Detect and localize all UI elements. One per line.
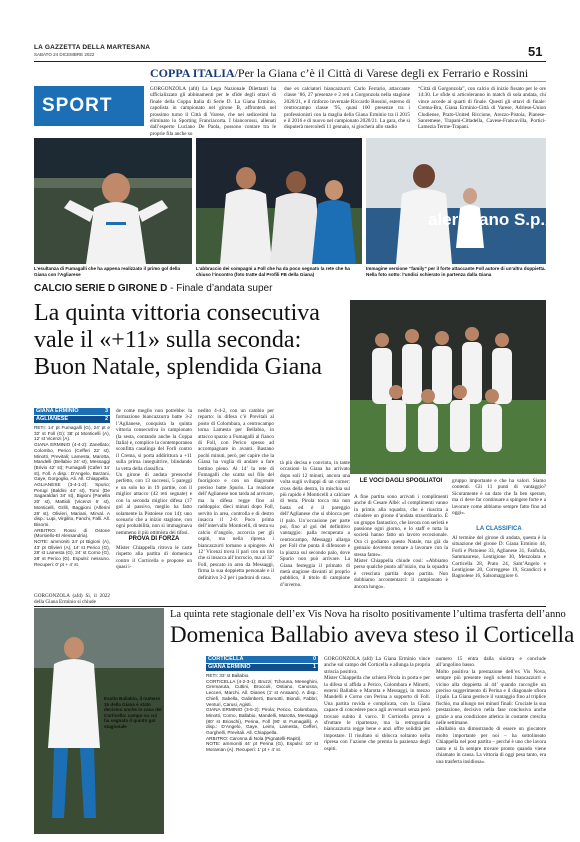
photo-fumagalli <box>34 138 192 264</box>
section-badge: SPORT <box>34 86 144 126</box>
result-row-home <box>34 408 110 415</box>
result-box-corticella <box>206 656 318 833</box>
photo-team-image <box>350 300 546 474</box>
main-col-3: nedito 4-4-2, con un cambio per reparto: in difesa c’è Previtali al posto di Colombara, a centrocampo torna Lamesta per Bellabio, in attacco spazio a Fumagalli al fianco di Foll, con Perico spesso ad accompagnare in avanti. Bastano pochi minuti, però, per capire che la Giana ha voglia di andare a fare bottino pieno. Al 14’ la rete di Fumagalli che scatta sul filo del fuorigioco e con un diagonale preciso batte Spurio. La reazione dell’Aglianese non tarda ad arrivare, ma la difesa regge fino al raddoppio: dieci minuti dopo Foll, servito in area, controlla e di destro insacca il 2-0. Poco prima dell’intervallo Monticelli, di testa su calcio d’angolo, accorcia per gli ospiti, ma nella ripresa i biancazzurri tornano a spingere. Al 12’ Vicenzi trova il pari con un tiro che si insacca all’incrocio, ma al 32’ Foll, pescato in area da Messaggi, firma la sua doppietta personale e il definitivo 3-2 per i padroni di casa. <box>198 408 274 581</box>
main-kicker-bold: CALCIO SERIE D GIRONE D <box>34 283 168 294</box>
sponsor-banner: alernitano S.p.A. <box>428 210 563 229</box>
score2-away: 1 <box>312 664 316 670</box>
match-report-table: RETI: 14’ pt Fumagalli (G), 24’ pt e 32’ st Foll (G); 38’ pt Monticelli (A), 12’ st Vicenzi (A). GIANA ERMINIO (4-4-2): Zanellato; Colombo, Perico (Cefferi 22’ st), Minotti, Previtali; Lamesta, Marotta, Mandelli (Bellabio 24’ st), Messaggi (Brivio 42’ st); Fumagalli (Caferi 34’ st), Foll. A disp.: D’Angelo, Barzani, Gaye, Gorgoglio, Ali. All. Chiappella. AGLIANESE (3-4-1-2): Spurio; Perugi (Baldini 44’ st), Tomi (De Sagaraldari 34’ st), Bigioni (Panella 20’ st), Mattioli (Vicenzi 6’ st), Monticelli, Grilli, Baggioni (Alferini 26’ st), Olivieri, Mariani, Mirval. A disp.: Lupi, Virgilito, Fanchi, Falli. All. Bisorni. ARBITRO: Rossi di Ostone (Morsiello-El Alessandria). NOTE: ammoniti 24’ pt Bigioni (A), 43’ pt Olivieri (A), 14’ st Perico (G), 28’ st Lamesta (G), 24’ st Corno (G), 28’ st Perico (G). Espulsi: nessuno. Recuperi: 0’ pt + 4’ st. <box>34 425 110 567</box>
main-col-6: gruppo importante e che ha valori. Siamo contenti. Gli 11 punti di vantaggio? Sicuramente è un dato che fa ben sperare, ma ci deve far continuare a spingere forte e a lavorare come abbiamo sempre fatto fino ad oggi». <box>452 478 546 517</box>
team-home: GIANA ERMINIO <box>36 408 79 414</box>
photo-celebration-image <box>196 138 362 264</box>
newspaper-name: LA GAZZETTA DELLA MARTESANA <box>34 44 151 51</box>
main-kicker <box>34 283 272 294</box>
bottom-title: Domenica Ballabio aveva steso il Corticella <box>170 622 575 647</box>
coppa-col-2: due ex calciatori biancazzurri: Carlo Ferrario, attaccante classe ’86, 27 presenze e 2 reti a Gorgonzola nella stagione 2020/21, e il rinforzo invernale Riccardo Rossini, esterno di centrocampo classe ’95, quasi 100 presenze tra i professionisti con la maglia della Giana Erminio tra il 2015 e il 2016 e di nuovo nel campionato 2020/21. La gara, che si disputerà mercoledì 11 gennaio, si giocherà allo stadio <box>284 86 410 131</box>
result2-row-away <box>206 664 318 671</box>
classifica-text: Al termine del girone di andata, questa è la situazione del girone D: Giana Erminio 44, Forlì e Pistoiese 33, Aglianese 31, Fanfulla, Sammaurese, Lentigione 30, Mezzolara e Corticella 28, Prato 24, Sant’Angelo e Lentigione 20, Correggese 19, Scandicci e Bagnolese 16, Salsomaggiore 6. <box>452 535 546 580</box>
main-lead: GORGONZOLA (afd) Sì, il 2022 della Giana Erminio si chiude <box>34 593 110 606</box>
caption-celebration: L’abbraccio dei compagni a Foll che ha da poco segnato la rete che ha chiuso l’incontro (foto tratte dal Profili FB della Giana) <box>196 266 350 277</box>
score-away: 2 <box>104 416 108 422</box>
bottom-rule <box>34 606 546 607</box>
photo-ballabio <box>34 608 164 834</box>
main-col-2: de come meglio non potrebbe: la formazione biancazzurra batte 3-2 l’Aglianese, conquista la quinta vittoria consecutiva in campionato (la sesta, contando anche la Coppa Italia) e, complice la contemporanea sconfitta casalinga del Forlì contro il Crema, si porta addirittura a +11 sulla prima inseguitrice, blindando la vetta della classifica. Un girone di andata pressoché perfetto, con 13 successi, 5 pareggi e un solo ko in 19 partite, con il miglior attacco (42 reti segnate) e con la seconda miglior difesa (17 gol al passivo, meglio ha fatto solamente la Pistoiese con 14): uno scenario che a inizio stagione, con ogni probabilità, non si immaginava nemmeno il più ottimista dei tifosi. <box>116 408 192 536</box>
photo-celebration <box>196 138 362 264</box>
coppa-col-1: GORGONZOLA (afd) La Lega Nazionale Dilettanti ha ufficializzato gli abbinamenti per le sfide degli ottavi di finale della Coppa Italia di Serie D. La Giana Erminio, capolista in campionato nel girone B, affronterà nel prossimo turno il Città di Varese, che nei sedicesimi ha eliminato lo Sporting Franciacorta. I biancorossi, allenati dall’esperto Luciano De Paola, possono contare tra le proprie fila anche su <box>150 86 276 137</box>
caption-family: Immagine versione “family” per il forte attaccante Foll autore di un’altra doppietta. Nella foto sotto: l’undici schierato in partenza dalla Giana <box>366 266 546 277</box>
score-home: 3 <box>104 408 108 414</box>
main-title-line-1: La quinta vittoria consecutiva <box>34 300 320 326</box>
match-report-table-2: RETI: 33’ st Ballabio. CORTICELLA (4-2-3-1): Bruzzi; Tchouna, Meneghini, Cimmaruta, Cuttini, Broccoli, Ostiano, Canossa, Lecceri, Marchi. All. Dianes (1’ st Ansaam). A disp.: Chiefi, Sabella, Galimberti, Borsotti, Biondi, Fabbri, Venturi, Carusi, Agisti. GIANA ERMINIO (3-5-2): Pirola; Perico, Colombara, Minotti, Corno, Ballabio, Mandelli, Marotta, Messaggi (80’ st Brioschi), Perina, Foll (90’ st Fumagalli). A disp.: D’Angelo, Gaye, Leimi, Lamesta, Cefferi, Gorghelli, Previtali. All. Chiappella. ARBITRO: Caronna di Nola (Pignatelli-Rapiti). NOTE: ammoniti 44’ pt Perina (G), Espulsi: 10’ st Moraman (A). Recuperi: 1’ pt + 4’ st. <box>206 673 318 753</box>
coppa-headline <box>150 66 546 81</box>
team2-away: GIANA ERMINIO <box>208 664 251 670</box>
result-row-away <box>34 416 110 423</box>
photo-fumagalli-image <box>34 138 192 264</box>
main-title-line-3: Buon Natale, splendida Giana <box>34 354 322 380</box>
photo-family-image <box>366 138 546 264</box>
team-away: AGLIANESE <box>36 416 69 422</box>
main-kicker-rest: - Finale d’andata super <box>167 283 273 294</box>
result-box-giana <box>34 408 110 591</box>
main-col-2b: Mister Chiappella ritrova le carte rispetto alla partita di domenica contro il Corticella e propone un quasi i- <box>116 545 192 571</box>
coppa-kicker: COPPA ITALIA <box>150 66 235 80</box>
main-title-line-2: vale il «+11» sulla seconda: <box>34 327 302 353</box>
coppa-col-3: “Città di Gorgonzola”, con calcio di inizio fissato per le ore 14:30. Le sfide si articoleranno in match di sola andata, chi vince accede ai quarti di finale. Questi gli ottavi di finale: Crema-Bra, Giana Erminio-Città di Varese, Adriese-Union Clodiense, Prato-United Riccione, Arezzo-Pistoia, Pianese-Sanremese, Trapani-Cittadella, Cavese-Francavilla, Portici-Lamezia Terme-Trapani. <box>418 86 546 131</box>
header-rule <box>34 61 546 62</box>
headline-rule <box>150 81 546 82</box>
score2-home: 0 <box>312 656 316 662</box>
voci-text: A fine partita sono arrivati i complimenti anche di Cesare Albè: «I complimenti vanno in primis alla squadra, che è riuscita a chiudere un girone d’andata straordinario. È un gruppo fantastico, che lavora con serietà e passione ogni giorno, e lo staff e tutta la società hanno fatto un lavoro eccezionale. Ora ci godiamo questo Natale, ma già da gennaio dovremo tornare a lavorare con la stessa fame». Mister Chiappella chiude così: «Abbiamo perso qualche punto all’inizio, ma la squadra è cresciuta partita dopo partita. Non dobbiamo accontentarci: il campionato è ancora lungo». <box>354 494 448 590</box>
main-col-4: tà più decisa e convinta, in tante occasioni la Giana ha arrivato dopo soli 12 minuti, ancora una volta sugli sviluppi di un corner: cross della destra, in mischia sul più rapido è Monticelli a calciare di testa. Pirola tocca ma non basta ed è il pareggio dell’Aglianese che si sblocca per il palo. Un’occasione per parte poi, fino al gol del definitivo vantaggio: palla recuperata a centrocampo, Messaggi allarga per Foll che punta il difensore e la piazza sul secondo palo, dove Spurio non può arrivare. La Giana festeggia il primato di metà stagione davanti al proprio pubblico, il titolo di campione d’inverno. <box>280 460 350 588</box>
section-le-voci: LE VOCI DAGLI SPOGLIATOI <box>359 478 443 484</box>
photo-team <box>350 300 546 474</box>
result2-row-home <box>206 656 318 663</box>
team2-home: CORTICELLA <box>208 656 244 662</box>
section-classifica: LA CLASSIFICA <box>476 526 522 532</box>
bottom-col-3: numero 15 entra dalla sinistra e conclude all’angolino basso. Molto positiva la prestazione dell’ex Vis Nova, sempre più presente negli schemi biancazzurri e vicino alla doppietta al 44’ quando raccoglie un preciso suggerimento di Perina e il diagonale sfiora il palo. La Giana gestisce il vantaggio fino al triplice fischio, ma allungo nei minuti finali: Cruciale la sua prestazione, decisivo nella fase conclusiva anche grazie a una condizione atletica in costante crescita nelle settimane. «Ballabio sta dimostrando di essere un giocatore molto importante per noi – ha sottolineato Chiappella nel post partita – perché è uno che lavora tanto e si fa sempre trovare pronto quando viene chiamato in causa. La vittoria di oggi pesa tanto, era una trasferta insidiosa». <box>436 656 546 765</box>
coppa-title: /Per la Giana c’è il Città di Varese degli ex Ferrario e Rossini <box>234 66 529 80</box>
photo-family <box>366 138 563 264</box>
bottom-col-2: GORGONZOLA (afd) La Giana Erminio vince anche sul campo del Corticella e allunga la propria striscia positiva. Mister Chiappella che schiera Pirola in porta e per la difesa si affida a Perico, Colombara e Minotti, esterni Ballabio e Marotta e Messaggi, in mezzo Mandelli e Corno con Perina a supporto di Foll. Una partita ruvida e complicata, con la Giana capace di concedere poco agli avversari senza però trovare subito il varco. Il Corticella prova a sfruttare le ripartenze, ma la retroguardia biancazzurra regge bene e anzi offre solidità per impostare. Il risultato si sblocca soltanto nella ripresa con l’azione che premia la pazienza degli ospiti. <box>324 656 430 752</box>
section-prova-di-forza: PROVA DI FORZA <box>128 536 180 542</box>
page-number: 51 <box>528 44 543 59</box>
issue-date: SABATO 24 DICEMBRE 2022 <box>34 52 95 57</box>
ballabio-caption: Esulta Ballabio, il numero 15 della Giana è stato decisivo anche in casa del Corticella: campo su cui ha segnato il quinto gol stagionale <box>104 696 162 729</box>
bottom-kicker: La quinta rete stagionale dell’ex Vis Nova ha risolto positivamente l’ultima trasferta dell’anno <box>170 609 566 620</box>
caption-fumagalli: L’esultanza di Fumagalli che ha appena realizzato il primo gol della Giana con l’Agliarese <box>34 266 181 277</box>
